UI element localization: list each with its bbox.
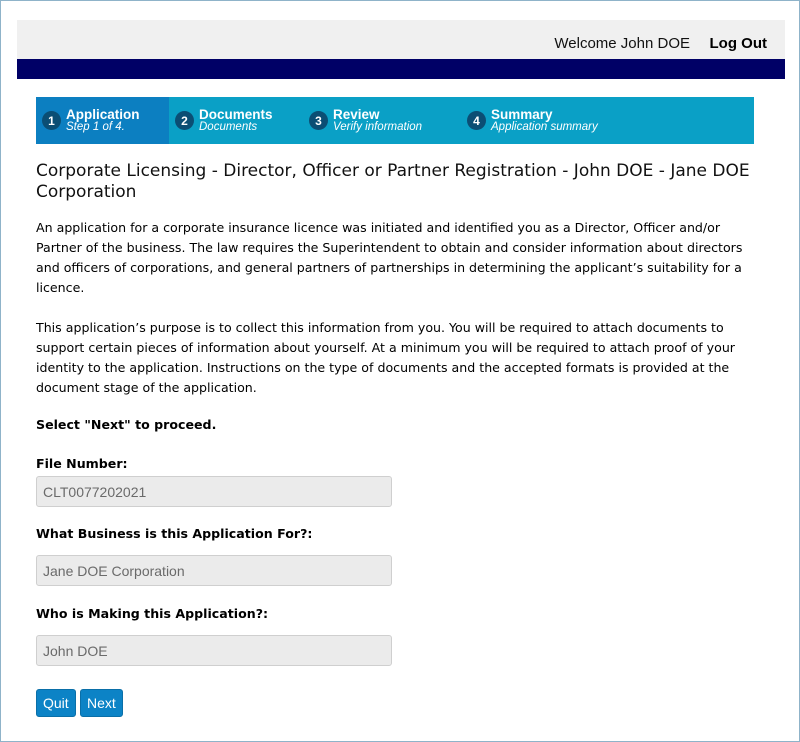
step-number-badge: 3 bbox=[309, 111, 328, 130]
file-number-label: File Number: bbox=[36, 456, 128, 471]
step-subtitle: Documents bbox=[199, 120, 258, 133]
purpose-paragraph: This application’s purpose is to collect this information from you. You will be required to attach documents to support certain pieces of information about yourself. At a minimum you will be required to attach proof of your identity to the application. Instructions on the type of documents and the accepted formats is provided at the document stage of the application. bbox=[36, 320, 735, 395]
step-title: Application bbox=[66, 106, 140, 122]
page-heading-area bbox=[36, 161, 756, 203]
proceed-instruction: Select "Next" to proceed. bbox=[36, 417, 217, 432]
file-number-input[interactable] bbox=[36, 476, 392, 507]
applicant-input[interactable] bbox=[36, 635, 392, 666]
step-subtitle: Application summary bbox=[491, 120, 598, 133]
business-label: What Business is this Application For?: bbox=[36, 526, 313, 541]
step-subtitle: Step 1 of 4. bbox=[66, 120, 125, 133]
quit-button[interactable]: Quit bbox=[36, 689, 76, 717]
progress-steps bbox=[36, 97, 754, 144]
page-title: Corporate Licensing - Director, Officer or Partner Registration - John DOE - Jane DOE Corporation bbox=[36, 161, 750, 202]
step-number-badge: 1 bbox=[42, 111, 61, 130]
step-review[interactable] bbox=[303, 97, 461, 144]
top-bar bbox=[17, 20, 785, 59]
next-button[interactable]: Next bbox=[80, 689, 123, 717]
step-number-badge: 2 bbox=[175, 111, 194, 130]
step-title: Review bbox=[333, 106, 380, 122]
welcome-text: Welcome John DOE bbox=[554, 35, 690, 52]
intro-paragraph: An application for a corporate insurance licence was initiated and identified you as a Director, Officer and/or Partner of the business. The law requires the Superintendent to obtain and consider information about directors and officers of corporations, and general partners of partnerships in determining the applicant’s suitability for a licence. bbox=[36, 220, 743, 295]
step-documents[interactable] bbox=[169, 97, 303, 144]
step-application[interactable] bbox=[36, 97, 169, 144]
step-number-badge: 4 bbox=[467, 111, 486, 130]
logout-link[interactable]: Log Out bbox=[709, 35, 767, 52]
step-title: Summary bbox=[491, 106, 553, 122]
applicant-label: Who is Making this Application?: bbox=[36, 606, 269, 621]
navy-banner bbox=[17, 59, 785, 79]
business-input[interactable] bbox=[36, 555, 392, 586]
step-summary[interactable] bbox=[461, 97, 641, 144]
step-title: Documents bbox=[199, 106, 273, 122]
step-subtitle: Verify information bbox=[333, 120, 423, 133]
